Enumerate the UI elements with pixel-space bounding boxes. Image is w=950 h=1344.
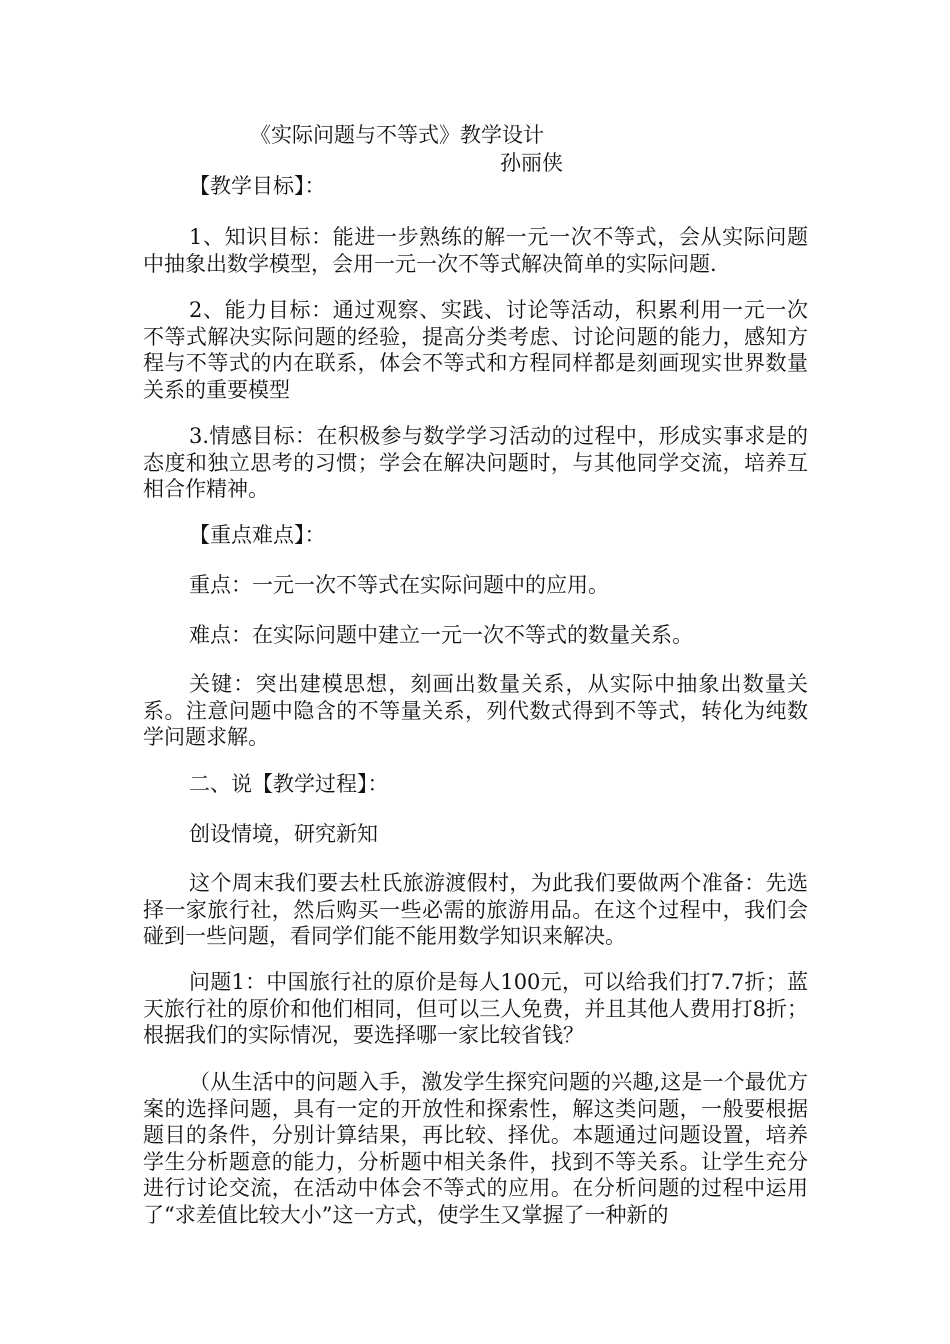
key-method-paragraph: 关键：突出建模思想，刻画出数量关系，从实际中抽象出数量关系。注意问题中隐含的不等量关系，列代数式得到不等式，转化为纯数学问题求解。 [143,672,808,750]
scenario-intro-paragraph: 这个周末我们要去杜氏旅游渡假村，为此我们要做两个准备：先选择一家旅行社，然后购买一些必需的旅游用品。在这个过程中，我们会碰到一些问题，看同学们能不能用数学知识来解决。 [143,871,808,949]
section-heading-process: 二、说【教学过程】： [189,772,389,796]
problem-1-paragraph: 问题1：中国旅行社的原价是每人100元，可以给我们打7.7折；蓝天旅行社的原价和他们相同，但可以三人免费，并且其他人费用打8折；根据我们的实际情况，要选择哪一家比较省钱？ [143,970,808,1048]
difficult-point-paragraph: 难点：在实际问题中建立一元一次不等式的数量关系。 [189,623,693,647]
key-point-paragraph: 重点：一元一次不等式在实际问题中的应用。 [189,573,609,597]
subsection-heading-scenario: 创设情境，研究新知 [189,822,378,846]
author-name: 孙丽侠 [500,151,563,175]
goal-knowledge-paragraph: 1、知识目标：能进一步熟练的解一元一次不等式，会从实际问题中抽象出数学模型，会用一元一次不等式解决简单的实际问题. [143,225,808,276]
goal-ability-paragraph: 2、能力目标：通过观察、实践、讨论等活动，积累利用一元一次不等式解决实际问题的经验，提高分类考虑、讨论问题的能力，感知方程与不等式的内在联系，体会不等式和方程同样都是刻画现实世界数量关系的重要模型 [143,298,808,402]
goal-emotion-paragraph: 3.情感目标：在积极参与数学学习活动的过程中，形成实事求是的态度和独立思考的习惯；学会在解决问题时，与其他同学交流，培养互相合作精神。 [143,424,808,502]
commentary-paragraph: （从生活中的问题入手，激发学生探究问题的兴趣,这是一个最优方案的选择问题，具有一定的开放性和探索性，解这类问题，一般要根据题目的条件，分别计算结果，再比较、择优。本题通过问题设置，培养学生分析题意的能力，分析题中相关条件，找到不等关系。让学生充分进行讨论交流，在活动中体会不等式的应用。在分析问题的过程中运用了“求差值比较大小”这一方式，使学生又掌握了一种新的 [143,1070,808,1227]
section-heading-keypoints: 【重点难点】： [189,523,326,547]
document-title: 《实际问题与不等式》教学设计 [250,123,544,147]
section-heading-goals: 【教学目标】： [189,174,326,198]
